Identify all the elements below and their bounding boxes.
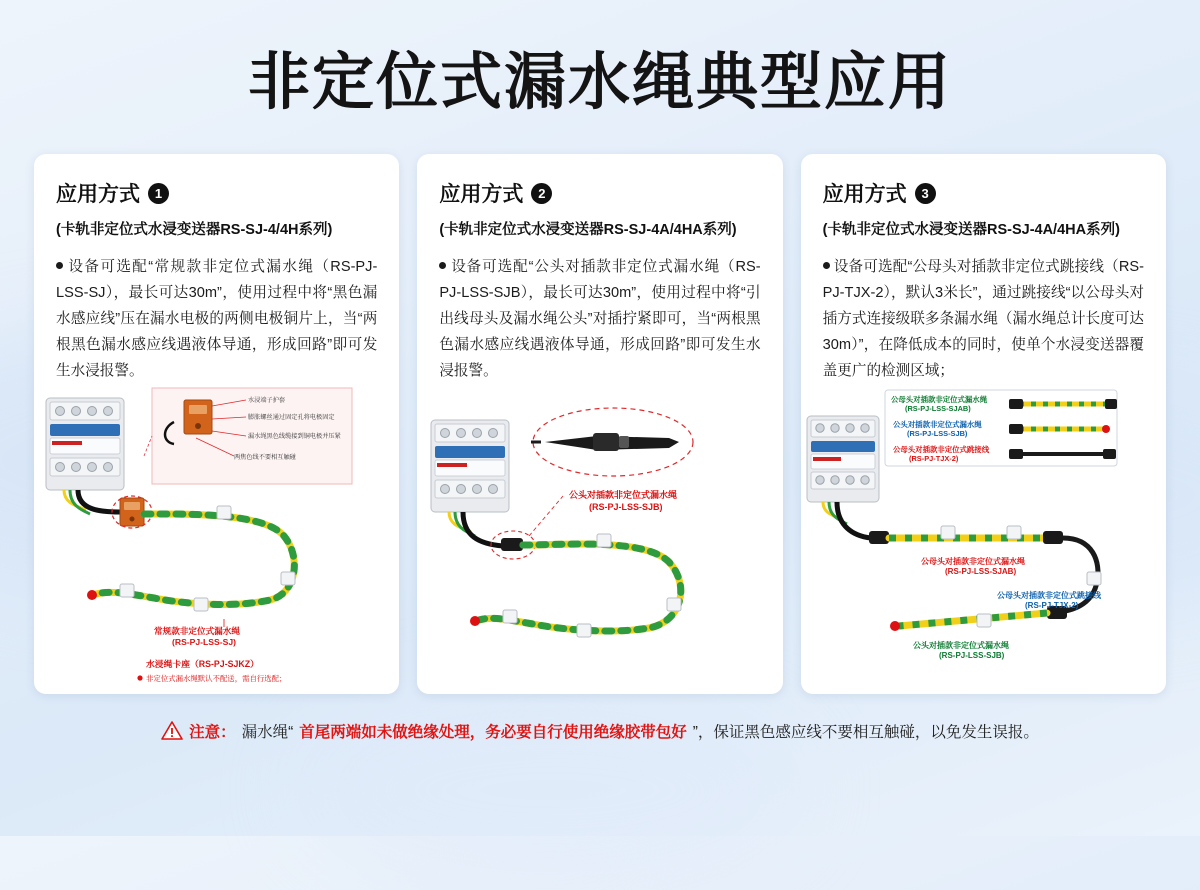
- card-1-number-badge: 1: [148, 183, 169, 204]
- device-transmitter: [431, 420, 509, 546]
- leak-detection-rope: [87, 514, 294, 605]
- card-3-label-2-model: (RS-PJ-TJX-2): [1024, 601, 1078, 610]
- card-application-2: [417, 154, 782, 694]
- legend-item-3-model: (RS-PJ-TJX-2): [908, 454, 958, 463]
- card-1-heading-label: 应用方式: [56, 183, 140, 206]
- legend-item-1-model: (RS-PJ-LSS-SJAB): [904, 404, 971, 413]
- legend-item-1-name: 公母头对插款非定位式漏水绳: [890, 395, 987, 404]
- card-3-figure: [801, 386, 1166, 686]
- leak-detection-rope: [470, 544, 681, 631]
- card-1-body: [56, 255, 377, 385]
- card-3-number-badge: 3: [915, 183, 936, 204]
- card-1-subtitle: (卡轨非定位式水浸变送器RS-SJ-4/4H系列): [56, 222, 333, 238]
- card-3-subtitle: (卡轨非定位式水浸变送器RS-SJ-4A/4HA系列): [822, 222, 1120, 238]
- inset-callout-4: 两焦色线不要相互触碰: [234, 454, 296, 461]
- cards-container: [0, 154, 1200, 694]
- device-transmitter: [46, 398, 124, 514]
- card-1-body-text: 设备可选配“常规款非定位式漏水绳（RS-PJ-LSS-SJ），最长可达30m”，使用过程中将“黑色漏水感应线”压在漏水电极的两侧电极铜片上，当“两根黑色漏水感应线遇液体导通，形成回路”即可发生水浸报警。: [56, 259, 378, 379]
- footer-note-before: 漏水绳“: [241, 724, 294, 741]
- card-1-clip-label: 水浸绳卡座（RS-PJ-SJKZ）: [146, 659, 259, 669]
- legend-item-2-model: (RS-PJ-LSS-SJB): [906, 429, 968, 438]
- bullet-icon: [823, 262, 830, 269]
- card-1-cable-model: (RS-PJ-LSS-SJ): [172, 637, 236, 647]
- card-2-cable-model: (RS-PJ-LSS-SJB): [589, 502, 663, 512]
- bullet-icon: [56, 262, 63, 269]
- card-3-body: [823, 255, 1144, 385]
- note-bullet-icon: [137, 675, 142, 680]
- bullet-icon: [439, 262, 446, 269]
- inset-callout-2: 膨胀螺丝通过固定孔将电极固定: [248, 414, 335, 421]
- card-2-heading-label: 应用方式: [439, 183, 524, 206]
- inset-callout-3: 漏水绳黑色线缆接到铜电极并压紧: [248, 433, 341, 440]
- footer-note: [0, 720, 1200, 742]
- card-3-label-2-name: 公母头对插款非定位式跳接线: [996, 591, 1101, 600]
- card-2-subtitle: (卡轨非定位式水浸变送器RS-SJ-4A/4HA系列): [439, 222, 737, 238]
- device-transmitter: [807, 416, 879, 538]
- card-1-cable-label: 常规款非定位式漏水绳: [154, 626, 240, 636]
- legend-box: [885, 390, 1117, 466]
- card-3-body-text: 设备可选配“公母头对插款非定位式跳接线（RS-PJ-TJX-2），默认3米长”，通过跳接线“以公母头对插方式连接级联多条漏水绳（漏水绳总计长度可达30m）”，在降低成本的同时，使单个水浸变送器覆盖更广的检测区域；: [822, 259, 1144, 379]
- card-2-figure: [417, 386, 782, 686]
- card-2-cable-label: 公头对插款非定位式漏水绳: [569, 490, 678, 500]
- footer-note-after: ”，保证黑色感应线不要相互触碰，以免发生误报。: [692, 724, 1039, 741]
- card-1-figure: [34, 386, 399, 686]
- card-2-body: [439, 255, 760, 385]
- footer-note-emphasis: 首尾两端如未做绝缘处理，务必要自行使用绝缘胶带包好: [299, 724, 687, 741]
- connector-detail-zoom: [531, 408, 693, 476]
- card-3-label-3-model: (RS-PJ-LSS-SJB): [938, 651, 1004, 660]
- card-1-clip-note: 非定位式漏水绳默认不配送，需自行选配；: [146, 674, 287, 683]
- footer-note-label: 注意：: [189, 724, 236, 741]
- card-application-1: [34, 154, 399, 694]
- legend-item-2-name: 公头对插款非定位式漏水绳: [892, 420, 982, 429]
- page-title: 非定位式漏水绳典型应用: [247, 48, 952, 117]
- legend-item-3-name: 公母头对插款非定位式跳接线: [892, 445, 989, 454]
- card-3-heading: [823, 178, 1144, 208]
- card-1-heading: [56, 178, 377, 208]
- warning-triangle-icon: [161, 721, 183, 741]
- card-3-label-1-name: 公母头对插款非定位式漏水绳: [920, 557, 1025, 566]
- card-2-heading: [439, 178, 760, 208]
- card-3-label-1-model: (RS-PJ-LSS-SJAB): [944, 567, 1016, 576]
- card-2-number-badge: 2: [531, 183, 552, 204]
- card-2-body-text: 设备可选配“公头对插款非定位式漏水绳（RS-PJ-LSS-SJB），最长可达30m”，使用过程中将“引出线母头及漏水绳公头”对插拧紧即可，当“两根黑色漏水感应线遇液体导通，形成回路”即可发生水浸报警。: [439, 259, 761, 379]
- inset-callout-1: 水浸端子护套: [248, 397, 286, 404]
- card-3-label-3-name: 公头对插款非定位式漏水绳: [912, 641, 1009, 650]
- card-application-3: [801, 154, 1166, 694]
- card-3-heading-label: 应用方式: [822, 183, 907, 206]
